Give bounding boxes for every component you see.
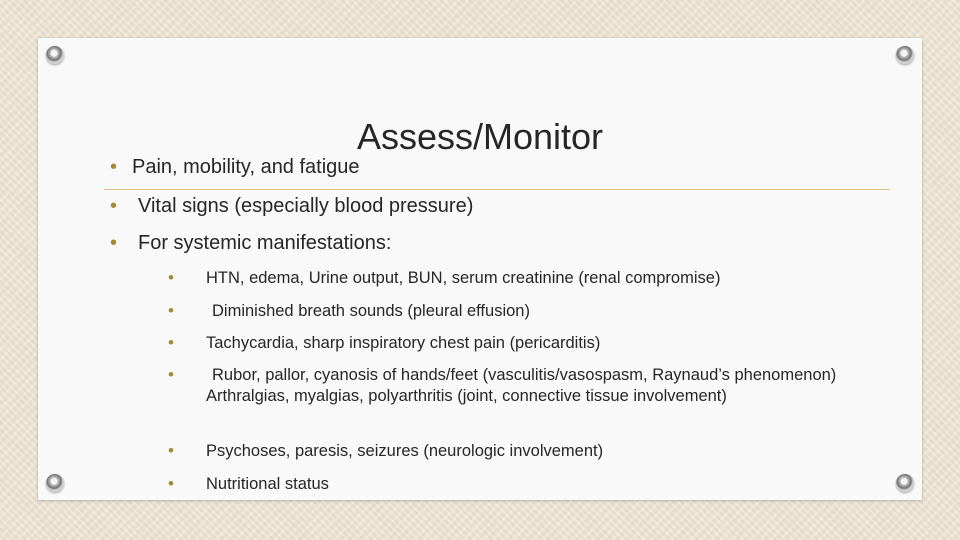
- pushpin-icon-bottom-right: [896, 474, 914, 492]
- slide-card: [38, 38, 922, 500]
- bullet-text: Nutritional status: [206, 475, 329, 493]
- bullet-text: Tachycardia, sharp inspiratory chest pain (pericarditis): [206, 334, 601, 352]
- bullet-icon: •: [168, 333, 174, 352]
- bullet-text: Diminished breath sounds (pleural effusion): [212, 302, 530, 320]
- bullet-icon: •: [168, 268, 174, 287]
- bullet-icon: •: [168, 441, 174, 460]
- bullet-text: Psychoses, paresis, seizures (neurologic involvement): [206, 442, 604, 460]
- pushpin-icon-top-right: [896, 46, 914, 64]
- bullet-text: Pain, mobility, and fatigue: [132, 156, 360, 178]
- bullet-text: For systemic manifestations:: [138, 232, 392, 254]
- pushpin-icon-bottom-left: [46, 474, 64, 492]
- slide-title: Assess/Monitor: [356, 116, 604, 157]
- bullet-icon: •: [168, 474, 174, 493]
- bullet-icon: •: [168, 365, 174, 384]
- pushpin-icon-top-left: [46, 46, 64, 64]
- bullet-icon: •: [110, 195, 118, 217]
- bullet-text: Rubor, pallor, cyanosis of hands/feet (vasculitis/vasospasm, Raynaud’s phenomenon) Arthralgias, myalgias, polyarthritis (joint, connective tissue involvement): [206, 366, 837, 405]
- bullet-text: HTN, edema, Urine output, BUN, serum creatinine (renal compromise): [206, 269, 721, 287]
- bullet-icon: •: [110, 156, 118, 178]
- bullet-text: Vital signs (especially blood pressure): [138, 195, 474, 217]
- bullet-icon: •: [168, 301, 174, 320]
- title-divider: [104, 189, 890, 190]
- bullet-icon: •: [110, 232, 118, 254]
